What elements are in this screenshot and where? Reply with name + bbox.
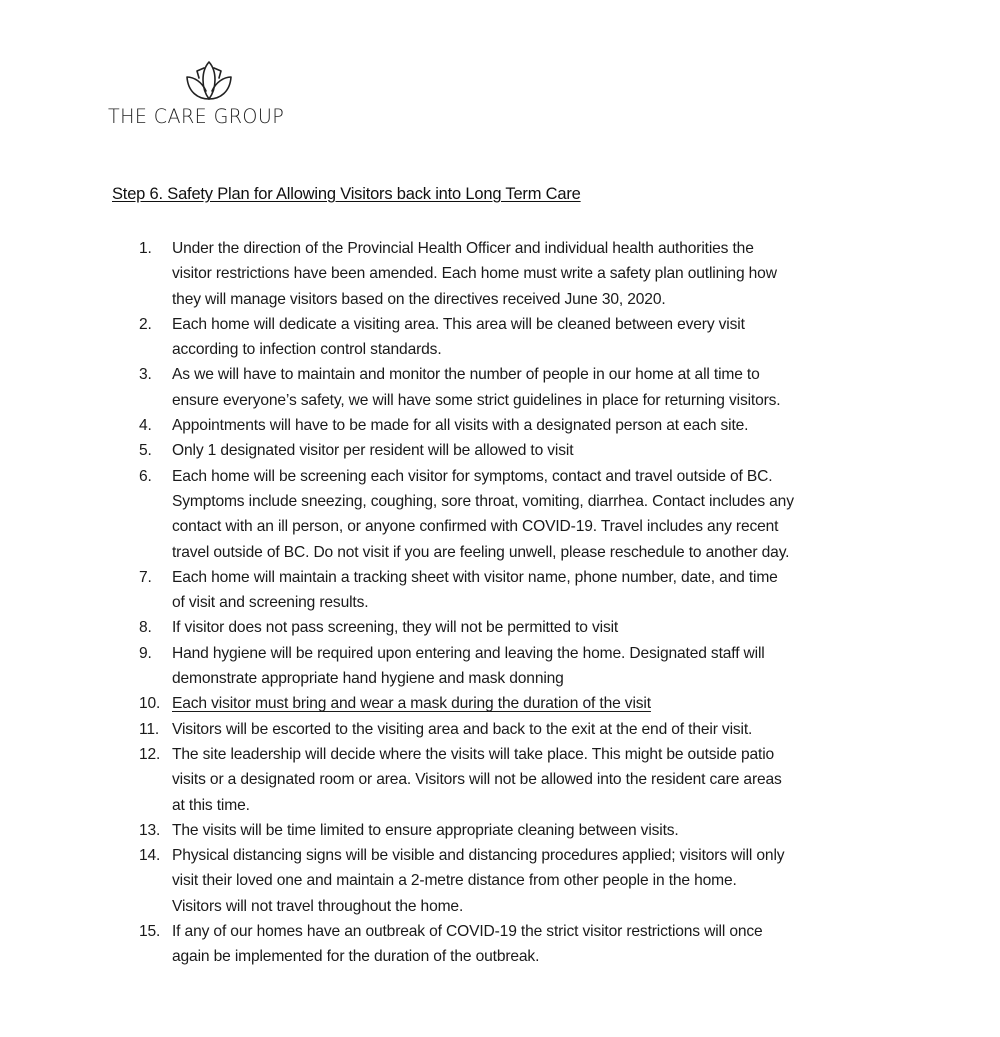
list-item [0,717,907,742]
step-text-line: according to infection control standards. [172,341,442,359]
step-text-line: demonstrate appropriate hand hygiene and mask donning [172,670,564,688]
step-text-line: The visits will be time limited to ensure appropriate cleaning between visits. [172,821,679,839]
step-text-line: they will manage visitors based on the directives received June 30, 2020. [172,290,666,308]
step-number: 10. [139,695,161,713]
step-text-line: Hand hygiene will be required upon entering and leaving the home. Designated staff will [172,644,765,662]
step-text-line: Under the direction of the Provincial Health Officer and individual health authorities the [172,240,754,257]
step-number: 7. [139,568,152,586]
step-text-line: If visitor does not pass screening, they will not be permitted to visit [172,619,619,637]
logo [106,60,306,132]
step-text-line: of visit and screening results. [172,594,369,612]
list-item [0,615,907,640]
step-number: 9. [139,644,152,662]
step-number: 2. [139,315,152,333]
step-number: 15. [139,923,161,941]
list-item [0,362,907,413]
step-number: 1. [139,240,152,257]
step-text-line: Symptoms include sneezing, coughing, sore throat, vomiting, diarrhea. Contact includes any [172,492,794,510]
step-number: 3. [139,366,152,384]
step-text-line: Each home will be screening each visitor for symptoms, contact and travel outside of BC. [172,467,773,485]
step-text-line: The site leadership will decide where the visits will take place. This might be outside patio [172,745,775,763]
step-text-line: travel outside of BC. Do not visit if you are feeling unwell, please reschedule to another day. [172,543,790,561]
step-text-line: visit their loved one and maintain a 2-metre distance from other people in the home. [172,872,737,890]
list-item [0,438,907,463]
list-item [0,413,907,438]
list-item [0,464,907,565]
step-number: 14. [139,847,161,865]
step-number: 12. [139,745,161,763]
step-text-line: again be implemented for the duration of the outbreak. [172,948,540,966]
list-item [0,691,907,716]
list-item [0,843,907,919]
list-item [0,641,907,692]
list-item [0,565,907,616]
document-title: Step 6. Safety Plan for Allowing Visitors back into Long Term Care [112,185,581,203]
step-number: 13. [139,821,161,839]
logo-text: THE CARE GROUP [108,105,285,128]
step-text-line: contact with an ill person, or anyone confirmed with COVID-19. Travel includes any recent [172,518,779,536]
step-text-line: As we will have to maintain and monitor the number of people in our home at all time to [172,366,760,384]
steps-list [0,236,1000,970]
step-text-line: Each home will dedicate a visiting area. This area will be cleaned between every visit [172,315,745,333]
lotus-icon [182,60,236,102]
step-number: 8. [139,619,152,637]
step-text-line: Each home will maintain a tracking sheet with visitor name, phone number, date, and time [172,568,778,586]
step-text-line: Each visitor must bring and wear a mask during the duration of the visit [172,695,651,713]
step-text-line: visitor restrictions have been amended. Each home must write a safety plan outlining how [172,265,777,283]
step-number: 4. [139,417,152,435]
list-item [0,312,907,363]
step-text-line: Visitors will not travel throughout the home. [172,897,464,915]
step-number: 5. [139,442,152,460]
step-text-line: at this time. [172,796,250,814]
list-item [0,919,907,970]
step-text-line: visits or a designated room or area. Visitors will not be allowed into the resident care areas [172,771,782,789]
step-text-line: Appointments will have to be made for all visits with a designated person at each site. [172,417,749,435]
list-item [0,742,907,818]
step-text-line: Only 1 designated visitor per resident will be allowed to visit [172,442,574,460]
list-item [0,236,907,312]
step-text-line: ensure everyone’s safety, we will have some strict guidelines in place for returning visitors. [172,391,781,409]
step-text-line: If any of our homes have an outbreak of COVID-19 the strict visitor restrictions will once [172,923,763,941]
step-text-line: Physical distancing signs will be visible and distancing procedures applied; visitors will only [172,847,785,865]
step-text-line: Visitors will be escorted to the visiting area and back to the exit at the end of their visit. [172,720,753,738]
list-item [0,818,907,843]
step-number: 6. [139,467,152,485]
step-number: 11. [139,720,160,738]
